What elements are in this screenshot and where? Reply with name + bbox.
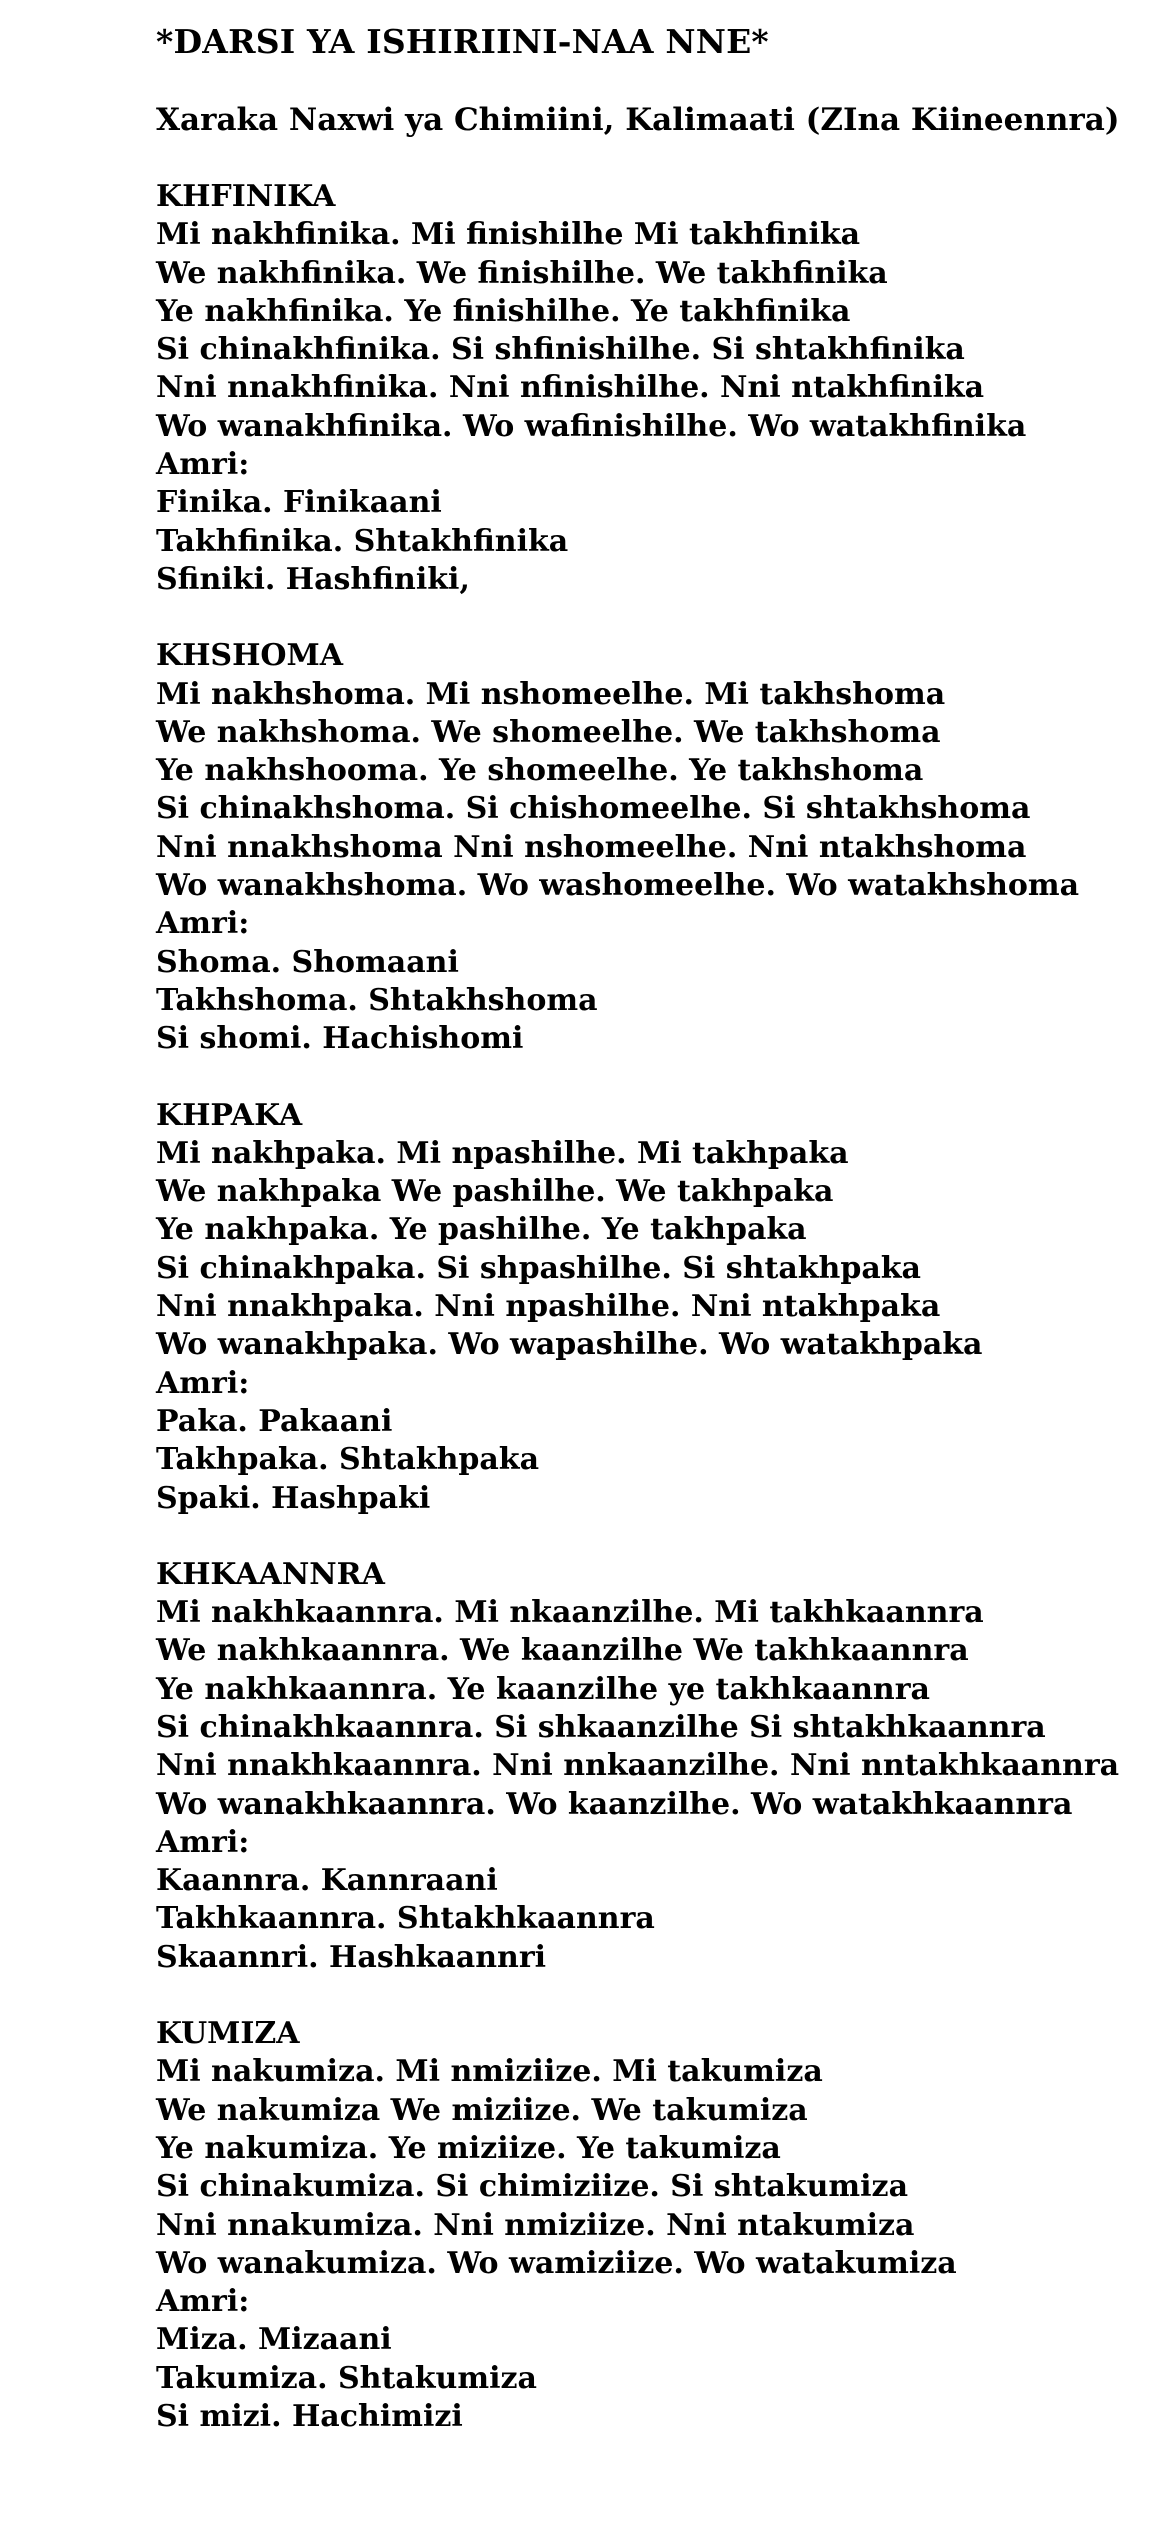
imperative-label: Amri: bbox=[156, 1824, 250, 1860]
conjugation-line: Mi nakhshoma. Mi nshomeelhe. Mi takhshoma bbox=[156, 676, 946, 712]
conjugation-line: Ye nakhshooma. Ye shomeelhe. Ye takhshoma bbox=[156, 753, 924, 789]
document-subtitle: Xaraka Naxwi ya Chimiini, Kalimaati (ZIna Kiineennra) bbox=[156, 102, 1120, 138]
imperative-line: Sfiniki. Hashfiniki, bbox=[156, 561, 470, 597]
document-title: *DARSI YA ISHIRIINI-NAA NNE* bbox=[156, 22, 769, 61]
conjugation-line: We nakhfinika. We finishilhe. We takhfinika bbox=[156, 255, 888, 291]
conjugation-line: Nni nnakhfinika. Nni nfinishilhe. Nni ntakhfinika bbox=[156, 370, 985, 406]
imperative-label: Amri: bbox=[156, 447, 250, 483]
imperative-line: Paka. Pakaani bbox=[156, 1403, 393, 1439]
imperative-line: Finika. Finikaani bbox=[156, 485, 442, 521]
conjugation-line: Wo wanakumiza. Wo wamiziize. Wo watakumiza bbox=[156, 2245, 957, 2281]
verb-section-khpaka bbox=[156, 1097, 1136, 1518]
conjugation-line: Si chinakhshoma. Si chishomeelhe. Si shtakhshoma bbox=[156, 791, 1031, 827]
section-heading: KHPAKA bbox=[156, 1097, 303, 1133]
imperative-line: Miza. Mizaani bbox=[156, 2322, 392, 2358]
conjugation-line: Nni nnakhkaannra. Nni nnkaanzilhe. Nni nntakhkaannra bbox=[156, 1748, 1120, 1784]
section-heading: KUMIZA bbox=[156, 2016, 300, 2052]
imperative-label: Amri: bbox=[156, 906, 250, 942]
conjugation-line: Mi nakumiza. Mi nmiziize. Mi takumiza bbox=[156, 2054, 823, 2090]
imperative-line: Spaki. Hashpaki bbox=[156, 1480, 431, 1516]
conjugation-line: Nni nnakhpaka. Nni npashilhe. Nni ntakhpaka bbox=[156, 1289, 941, 1325]
imperative-line: Takumiza. Shtakumiza bbox=[156, 2360, 537, 2396]
conjugation-line: Mi nakhpaka. Mi npashilhe. Mi takhpaka bbox=[156, 1135, 849, 1171]
conjugation-line: Ye nakumiza. Ye miziize. Ye takumiza bbox=[156, 2130, 781, 2166]
imperative-line: Takhkaannra. Shtakhkaannra bbox=[156, 1901, 655, 1937]
conjugation-line: Si chinakhfinika. Si shfinishilhe. Si shtakhfinika bbox=[156, 332, 965, 368]
conjugation-line: Ye nakhfinika. Ye finishilhe. Ye takhfinika bbox=[156, 293, 851, 329]
imperative-line: Kaannra. Kannraani bbox=[156, 1863, 498, 1899]
conjugation-line: Wo wanakhfinika. Wo wafinishilhe. Wo watakhfinika bbox=[156, 408, 1027, 444]
conjugation-line: Nni nnakhshoma Nni nshomeelhe. Nni ntakhshoma bbox=[156, 829, 1027, 865]
verb-section-kumiza bbox=[156, 2015, 1136, 2436]
imperative-line: Takhfinika. Shtakhfinika bbox=[156, 523, 569, 559]
conjugation-line: Ye nakhkaannra. Ye kaanzilhe ye takhkaannra bbox=[156, 1671, 930, 1707]
imperative-line: Skaannri. Hashkaannri bbox=[156, 1939, 547, 1975]
verb-section-khkaannra bbox=[156, 1556, 1136, 1977]
imperative-label: Amri: bbox=[156, 1365, 250, 1401]
conjugation-line: Si chinakhpaka. Si shpashilhe. Si shtakhpaka bbox=[156, 1250, 921, 1286]
conjugation-line: We nakhshoma. We shomeelhe. We takhshoma bbox=[156, 714, 941, 750]
imperative-label: Amri: bbox=[156, 2284, 250, 2320]
imperative-line: Takhshoma. Shtakhshoma bbox=[156, 982, 598, 1018]
section-heading: KHKAANNRA bbox=[156, 1556, 385, 1592]
imperative-line: Takhpaka. Shtakhpaka bbox=[156, 1442, 540, 1478]
conjugation-line: Si chinakhkaannra. Si shkaanzilhe Si shtakhkaannra bbox=[156, 1709, 1046, 1745]
conjugation-line: Nni nnakumiza. Nni nmiziize. Nni ntakumiza bbox=[156, 2207, 915, 2243]
verb-section-khfinika bbox=[156, 178, 1136, 599]
conjugation-line: Mi nakhkaannra. Mi nkaanzilhe. Mi takhkaannra bbox=[156, 1595, 984, 1631]
conjugation-line: Mi nakhfinika. Mi finishilhe Mi takhfinika bbox=[156, 217, 861, 253]
conjugation-line: Ye nakhpaka. Ye pashilhe. Ye takhpaka bbox=[156, 1212, 807, 1248]
conjugation-line: We nakhkaannra. We kaanzilhe We takhkaannra bbox=[156, 1633, 969, 1669]
conjugation-line: Si chinakumiza. Si chimiziize. Si shtakumiza bbox=[156, 2169, 909, 2205]
imperative-line: Si mizi. Hachimizi bbox=[156, 2399, 463, 2435]
verb-section-khshoma bbox=[156, 637, 1136, 1058]
conjugation-line: Wo wanakhkaannra. Wo kaanzilhe. Wo watakhkaannra bbox=[156, 1786, 1073, 1822]
conjugation-line: We nakumiza We miziize. We takumiza bbox=[156, 2092, 808, 2128]
conjugation-line: Wo wanakhshoma. Wo washomeelhe. Wo watakhshoma bbox=[156, 868, 1080, 904]
conjugation-line: Wo wanakhpaka. Wo wapashilhe. Wo watakhpaka bbox=[156, 1327, 983, 1363]
imperative-line: Si shomi. Hachishomi bbox=[156, 1021, 524, 1057]
section-heading: KHSHOMA bbox=[156, 638, 344, 674]
section-heading: KHFINIKA bbox=[156, 179, 336, 214]
conjugation-line: We nakhpaka We pashilhe. We takhpaka bbox=[156, 1174, 834, 1210]
document-page bbox=[156, 22, 1136, 2474]
imperative-line: Shoma. Shomaani bbox=[156, 944, 459, 980]
